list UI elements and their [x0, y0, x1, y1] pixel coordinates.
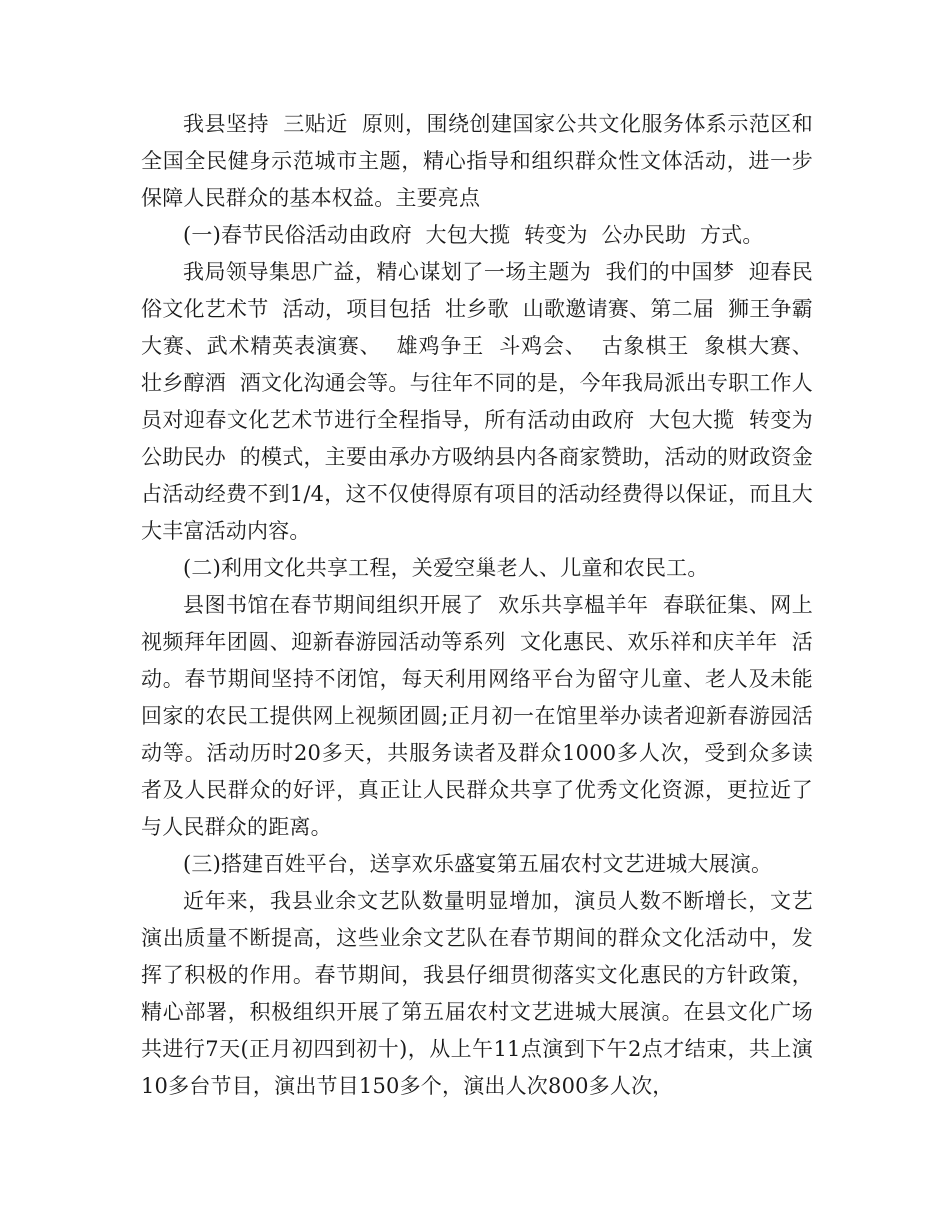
paragraph-section-1: 我局领导集思广益，精心谋划了一场主题为 我们的中国梦 迎春民俗文化艺术节 活动，项目包括 壮乡歌 山歌邀请赛、第二届 狮王争霸 大赛、武术精英表演赛、 雄鸡争王 斗鸡会、 古象棋王 象棋大赛、 壮乡醇酒 酒文化沟通会等。与往年不同的是，今年我局派出专职工作人员对迎春文化艺术节进行全程指导，所有活动由政府 大包大揽 转变为 公助民办 的模式，主要由承办方吸纳县内各商家赞助，活动的财政资金占活动经费不到1/4，这不仅使得原有项目的活动经费得以保证，而且大大丰富活动内容。 — [141, 260, 827, 543]
document-body — [141, 106, 827, 1105]
paragraph-intro: 我县坚持 三贴近 原则，围绕创建国家公共文化服务体系示范区和全国全民健身示范城市主题，精心指导和组织群众性文体活动，进一步保障人民群众的基本权益。主要亮点 — [141, 112, 813, 210]
section-heading-2: (二)利用文化共享工程，关爱空巢老人、儿童和农民工。 — [183, 556, 709, 580]
paragraph-section-2: 县图书馆在春节期间组织开展了 欢乐共享榅羊年 春联征集、网上视频拜年团圆、迎新春游园活动等系列 文化惠民、欢乐祥和庆羊年 活动。春节期间坚持不闭馆，每天利用网络平台为留守儿童、老人及未能回家的农民工提供网上视频团圆;正月初一在馆里举办读者迎新春游园活动等。活动历时20多天，共服务读者及群众1000多人次，受到众多读者及人民群众的好评，真正让人民群众共享了优秀文化资源，更拉近了与人民群众的距离。 — [141, 593, 813, 839]
paragraph-section-3: 近年来，我县业余文艺队数量明显增加，演员人数不断增长，文艺演出质量不断提高，这些业余文艺队在春节期间的群众文化活动中，发挥了积极的作用。春节期间，我县仔细贯彻落实文化惠民的方针政策，精心部署，积极组织开展了第五届农村文艺进城大展演。在县文化广场共进行7天(正月初四到初十)，从上午11点演到下午2点才结束，共上演10多台节目，演出节目150多个，演出人次800多人次， — [141, 889, 813, 1098]
section-heading-3: (三)搭建百姓平台，送享欢乐盛宴第五届农村文艺进城大展演。 — [183, 852, 773, 876]
section-heading-1: (一)春节民俗活动由政府 大包大揽 转变为 公办民助 方式。 — [183, 223, 764, 247]
